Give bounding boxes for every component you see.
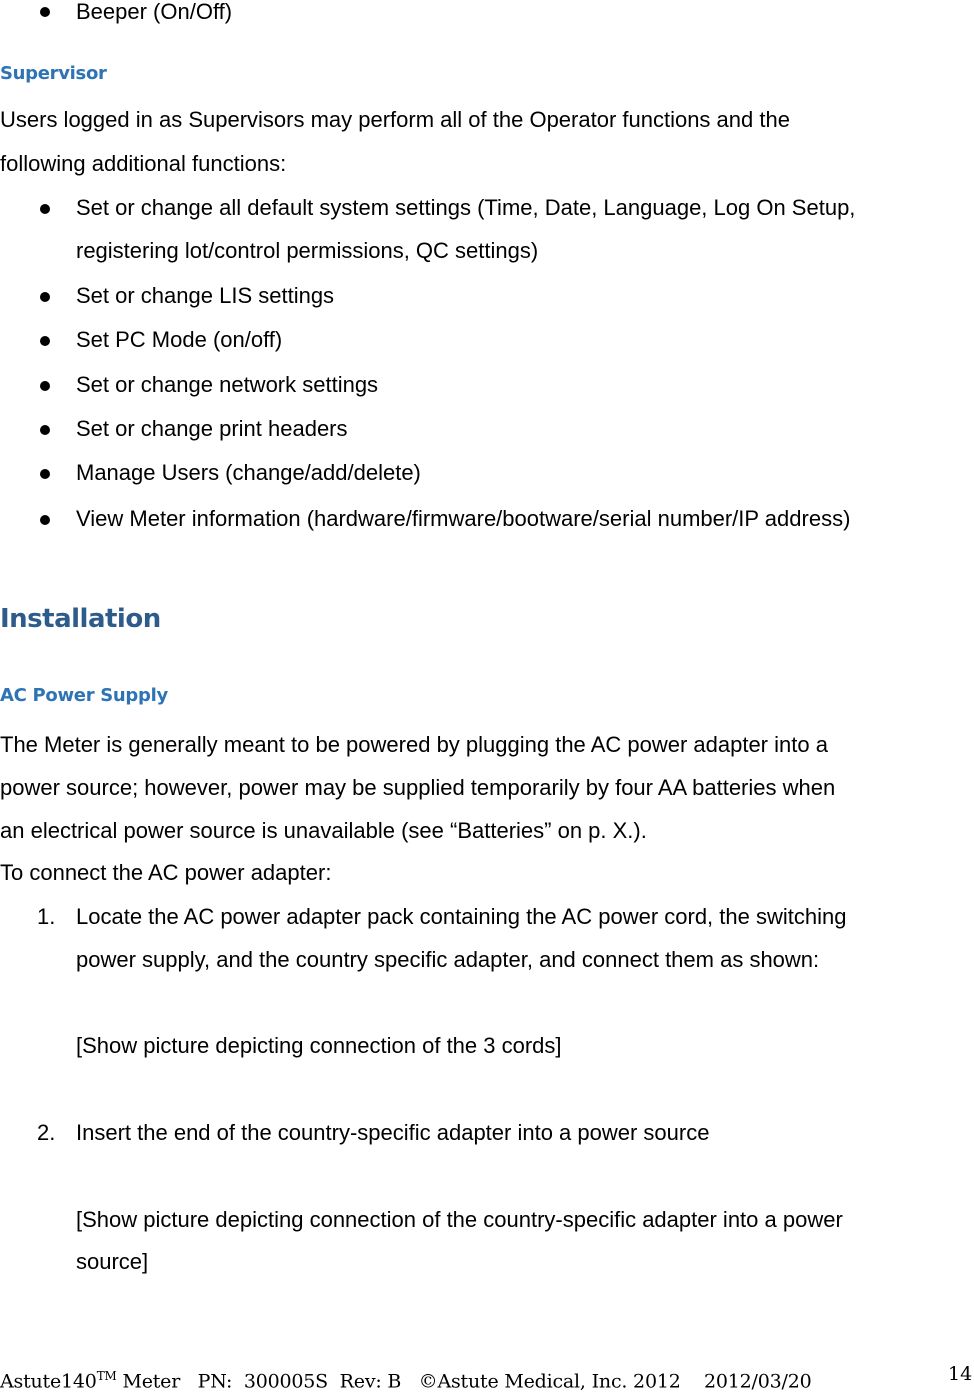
step-1-picture-placeholder: [Show picture depicting connection of the 3 cords] [76, 1033, 562, 1058]
supervisor-heading: Supervisor [0, 63, 107, 84]
bullet-dot [40, 515, 50, 525]
bullet-dot [40, 7, 50, 17]
footer-trademark: TM [96, 1369, 117, 1383]
bullet-dot [40, 469, 50, 479]
installation-heading: Installation [0, 604, 161, 634]
step-1-line-1: Locate the AC power adapter pack containing the AC power cord, the switching [76, 904, 847, 929]
bullet-pc-mode: Set PC Mode (on/off) [76, 327, 283, 352]
bullet-dot [40, 336, 50, 346]
step-2-picture-placeholder-line-2: source] [76, 1249, 149, 1274]
ac-power-supply-heading: AC Power Supply [0, 685, 168, 706]
step-1-number: 1. [37, 904, 56, 929]
bullet-network-settings: Set or change network settings [76, 372, 379, 397]
bullet-beeper: Beeper (On/Off) [76, 0, 233, 24]
step-1-line-2: power supply, and the country specific adapter, and connect them as shown: [76, 947, 820, 972]
supervisor-intro-line-2: following additional functions: [0, 151, 287, 176]
ac-paragraph-line-1: The Meter is generally meant to be powered by plugging the AC power adapter into a [0, 732, 828, 757]
step-2-number: 2. [37, 1120, 56, 1145]
bullet-lis-settings: Set or change LIS settings [76, 283, 335, 308]
bullet-print-headers: Set or change print headers [76, 416, 348, 441]
bullet-view-meter-info: View Meter information (hardware/firmware/bootware/serial number/IP address) [76, 506, 851, 531]
bullet-dot [40, 425, 50, 435]
footer-product: Astute140 [0, 1370, 97, 1393]
bullet-default-settings-line-2: registering lot/control permissions, QC settings) [76, 238, 539, 263]
supervisor-intro-line-1: Users logged in as Supervisors may perform all of the Operator functions and the [0, 107, 790, 132]
step-2-picture-placeholder-line-1: [Show picture depicting connection of the country-specific adapter into a power [76, 1207, 843, 1232]
page-number: 14 [948, 1363, 973, 1385]
footer-details: Meter PN: 300005S Rev: B ©Astute Medical, Inc. 2012 2012/03/20 [116, 1370, 812, 1393]
bullet-dot [40, 292, 50, 302]
step-2-line-1: Insert the end of the country-specific adapter into a power source [76, 1120, 710, 1145]
ac-paragraph-line-3: an electrical power source is unavailable (see “Batteries” on p. X.). [0, 818, 647, 843]
bullet-dot [40, 204, 50, 214]
ac-paragraph-line-2: power source; however, power may be supplied temporarily by four AA batteries when [0, 775, 836, 800]
bullet-default-settings-line-1: Set or change all default system settings (Time, Date, Language, Log On Setup, [76, 195, 856, 220]
connect-intro: To connect the AC power adapter: [0, 860, 332, 885]
bullet-manage-users: Manage Users (change/add/delete) [76, 460, 421, 485]
bullet-dot [40, 381, 50, 391]
